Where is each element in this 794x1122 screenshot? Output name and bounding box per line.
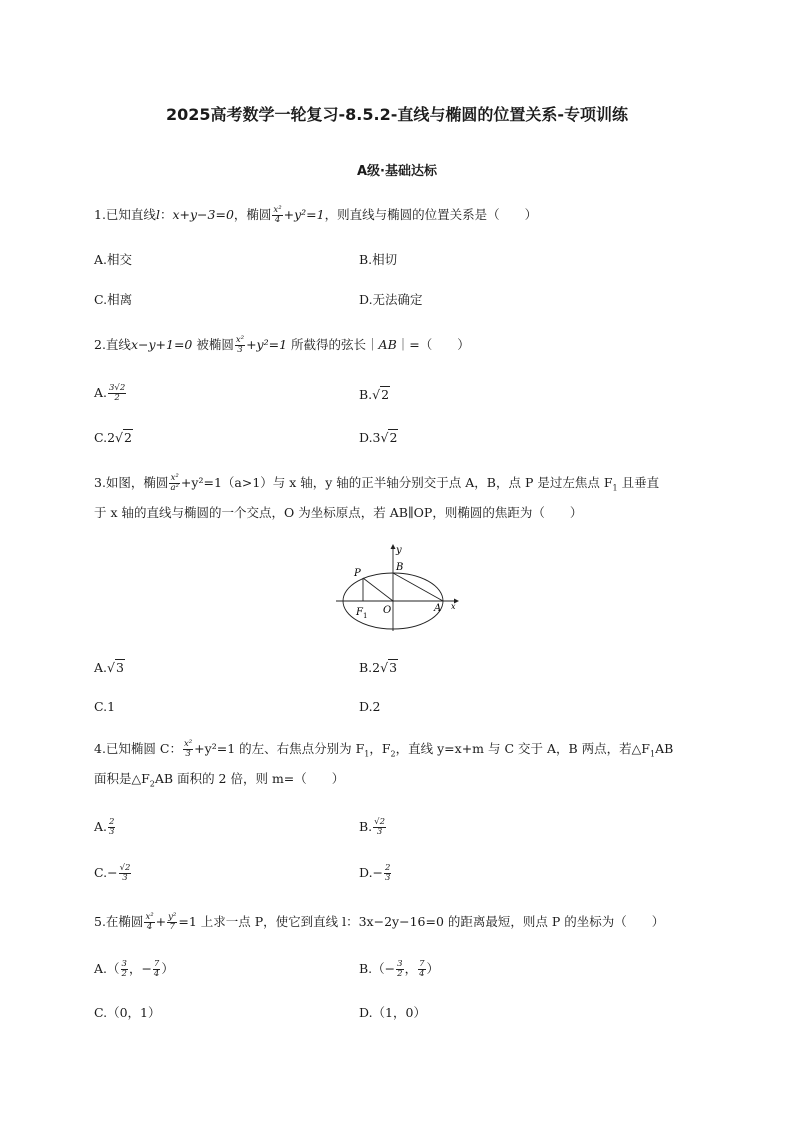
question-3-option-b: B.2√3: [359, 660, 398, 675]
question-1-option-b: B.相切: [359, 252, 398, 267]
question-2-option-b: B.√2: [359, 387, 390, 402]
question-3-stem-line-2: 于 x 轴的直线与椭圆的一个交点，O 为坐标原点，若 AB∥OP，则椭圆的焦距为（ ）: [94, 505, 583, 520]
y-axis-arrow: [391, 544, 396, 549]
question-2-option-c: C.2√2: [94, 430, 132, 445]
question-4-stem-line-2: 面积是$\triangle F_2AB$ 面积的 2 倍，则 m=（ ）: [94, 771, 345, 789]
question-5-option-d: D.（1，0）: [359, 1005, 426, 1020]
question-1-option-c: C.相离: [94, 292, 133, 307]
question-5-option-a: A.（ $\frac{3}{2}$ ，− $\frac{7}{4}$ ）: [94, 959, 174, 979]
question-4-stem-line-1: 4.已知椭圆 C： $\frac{\text{x²}}{3}$ +y²=1 的左、右焦点分别为 $F_1$，$F_2$，直线 y=x+m 与 C 交于 A，B 两点，若$\triangle F_1AB$: [94, 739, 674, 759]
question-3-option-a: A.√3: [94, 660, 124, 675]
section-heading: A级·基础达标: [357, 164, 437, 179]
question-1-option-a: A.相交: [94, 252, 133, 267]
label-b: B: [396, 562, 404, 573]
label-p: P: [354, 568, 361, 579]
label-f1-subscript: 1: [363, 612, 368, 620]
question-4-option-a: A. $\frac{2}{3}$: [94, 817, 115, 837]
segment-op: [363, 578, 393, 601]
question-4-option-b: B. $\frac{√2}{3}$: [359, 817, 385, 837]
question-1-option-d: D.无法确定: [359, 292, 423, 307]
ellipse-figure: [330, 543, 466, 633]
label-y: y: [396, 545, 402, 556]
segment-ab: [393, 573, 443, 601]
question-5-stem: 5.在椭圆 $\frac{\text{x²}}{4}$ + $\frac{\text{y²}}{7}$ =1 上求一点 P，使它到直线 l：3x−2y−16=0 的距离最短，则点 P 的坐标为（ ）: [94, 912, 665, 932]
question-4-option-c: C.− $\frac{√2}{3}$: [94, 863, 131, 883]
page-title: 2025高考数学一轮复习-8.5.2-直线与椭圆的位置关系-专项训练: [165, 105, 628, 124]
question-5-option-b: B.（− $\frac{3}{2}$ ， $\frac{7}{4}$ ）: [359, 959, 440, 979]
question-2-stem: 2.直线x−y+1=0 被椭圆 $\frac{\text{x²}}{3}$ +y²=1 所截得的弦长｜AB｜=（ ）: [94, 335, 470, 355]
question-3-stem-line-1: 3.如图，椭圆 $\frac{\text{x²}}{\text{a²}}$ +y²=1（a>1）与 x 轴，y 轴的正半轴分别交于点 A，B，点 P 是过左焦点 $F_1$ 且垂直: [94, 473, 660, 493]
question-4-option-d: D.− $\frac{2}{3}$: [359, 863, 391, 883]
label-f1: F: [356, 607, 363, 618]
question-2-option-a: A. $\frac{3√2}{2}$: [94, 383, 126, 403]
question-1-stem: 1.已知直线l：x+y−3=0，椭圆 $\frac{\text{x²}}{4}$ +y²=1，则直线与椭圆的位置关系是（ ）: [94, 205, 538, 225]
label-o: O: [383, 605, 392, 616]
question-5-option-c: C.（0，1）: [94, 1005, 161, 1020]
question-3-option-d: D.2: [359, 699, 381, 714]
question-2-option-d: D.3√2: [359, 430, 398, 445]
question-3-option-c: C.1: [94, 699, 116, 714]
label-x: x: [451, 602, 456, 611]
label-a: A: [434, 603, 442, 614]
